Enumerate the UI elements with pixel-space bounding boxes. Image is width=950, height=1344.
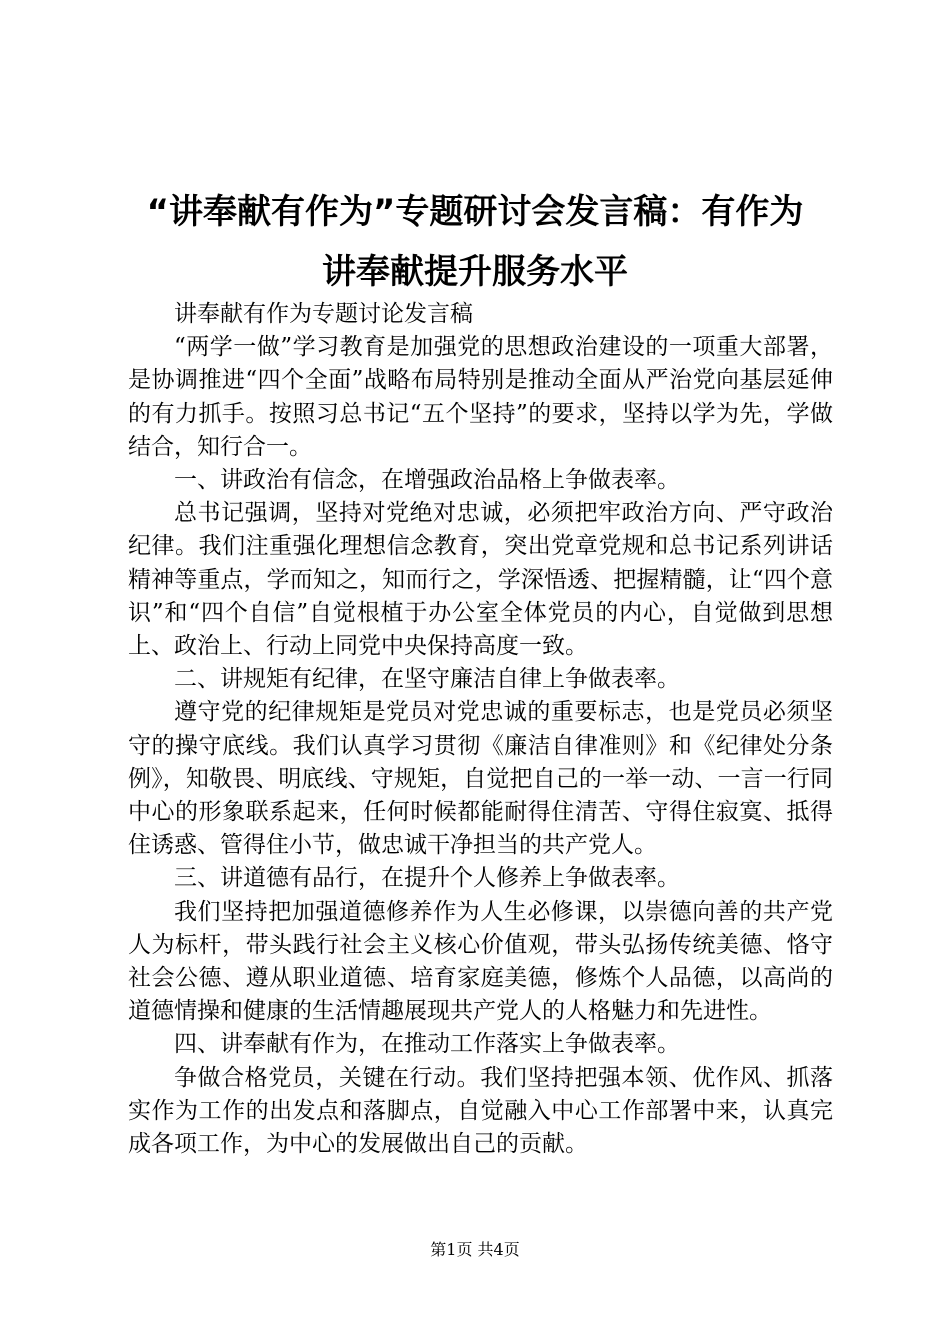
title-line-2: 讲奉献提升服务水平 <box>322 252 628 292</box>
section-heading-4: 四、讲奉献有作为，在推动工作落实上争做表率。 <box>174 1031 680 1058</box>
section-heading-2: 二、讲规矩有纪律，在坚守廉洁自律上争做表率。 <box>174 666 680 693</box>
paragraph-section-4: 争做合格党员，关键在行动。我们坚持把强本领、优作风、抓落实作为工作的出发点和落脚点，自觉融入中心工作部署中来，认真完成各项工作，为中心的发展做出自己的贡献。 <box>128 1064 833 1158</box>
paragraph-subtitle: 讲奉献有作为专题讨论发言稿 <box>174 301 473 327</box>
paragraph-section-3: 我们坚持把加强道德修养作为人生必修课，以崇德向善的共产党人为标杆，带头践行社会主义核心价值观，带头弘扬传统美德、恪守社会公德、遵从职业道德、培育家庭美德，修炼个人品德，以高尚的道德情操和健康的生活情趣展现共产党人的人格魅力和先进性。 <box>128 898 833 1025</box>
document-body <box>128 298 833 1161</box>
paragraph-section-1: 总书记强调，坚持对党绝对忠诚，必须把牢政治方向、严守政治纪律。我们注重强化理想信念教育，突出党章党规和总书记系列讲话精神等重点，学而知之，知而行之，学深悟透、把握精髓，让“四个意识”和“四个自信”自觉根植于办公室全体党员的内心，自觉做到思想上、政治上、行动上同党中央保持高度一致。 <box>128 500 833 660</box>
title-line-1: “讲奉献有作为”专题研讨会发言稿：有作为 <box>146 192 804 232</box>
section-heading-3: 三、讲道德有品行，在提升个人修养上争做表率。 <box>174 865 680 892</box>
paragraph-section-2: 遵守党的纪律规矩是党员对党忠诚的重要标志，也是党员必须坚守的操守底线。我们认真学习贯彻《廉洁自律准则》和《纪律处分条例》，知敬畏、明底线、守规矩，自觉把自己的一举一动、一言一行同中心的形象联系起来，任何时候都能耐得住清苦、守得住寂寞、抵得住诱惑、管得住小节，做忠诚干净担当的共产党人。 <box>128 699 833 859</box>
document-title <box>120 182 830 302</box>
paragraph-intro: “两学一做”学习教育是加强党的思想政治建设的一项重大部署，是协调推进“四个全面”战略布局特别是推动全面从严治党向基层延伸的有力抓手。按照习总书记“五个坚持”的要求，坚持以学为先，学做结合，知行合一。 <box>128 334 833 460</box>
section-heading-1: 一、讲政治有信念，在增强政治品格上争做表率。 <box>174 467 680 494</box>
page-footer: 第1页 共4页 <box>430 1240 520 1259</box>
